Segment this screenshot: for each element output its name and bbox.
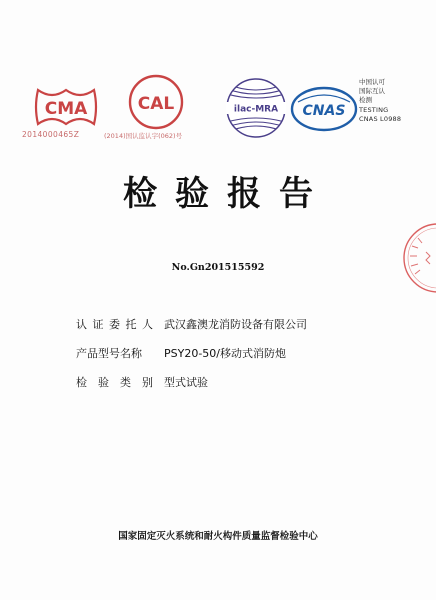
cma-logo-text: CMA [44,99,88,119]
issuing-organization: 国家固定灭火系统和耐火构件质量监督检验中心 [118,531,318,542]
cal-logo-text: CAL [137,94,175,114]
field-label: 检验类别 [76,376,164,389]
accreditation-logos [0,72,436,152]
ilac-mra-logo [224,76,288,140]
cma-code: 2014000465Z [22,130,80,139]
field-label: 产品型号名称 [76,347,142,360]
field-value: PSY20-50/移动式消防炮 [164,347,287,360]
cnas-caption [359,78,401,124]
cnas-logo-text: CNAS [302,103,346,119]
field-value: 型式试验 [164,376,208,389]
cal-code: (2014)国认监认字(062)号 [104,132,183,140]
report-title: 检验报告 [123,174,331,214]
cnas-logo [290,86,358,132]
field-row-category [76,376,307,405]
cnas-caption-line: TESTING [359,105,389,114]
cnas-caption-line: 国际互认 [359,87,385,96]
report-number: No.Gn201515592 [171,262,265,273]
cnas-caption-line: 中国认可 [359,78,385,86]
cnas-caption-line: CNAS L0988 [359,114,402,123]
field-value: 武汉鑫澳龙消防设备有限公司 [164,318,307,331]
field-row-client [76,318,307,347]
red-seal-stamp [398,218,436,298]
ilac-mra-logo-text: ilac-MRA [233,104,279,115]
field-row-product [76,347,307,376]
field-label: 认证委托人 [76,318,159,331]
cal-logo [126,72,186,132]
cnas-caption-line: 检测 [359,96,372,105]
cma-logo [32,84,100,130]
report-fields [76,318,307,405]
